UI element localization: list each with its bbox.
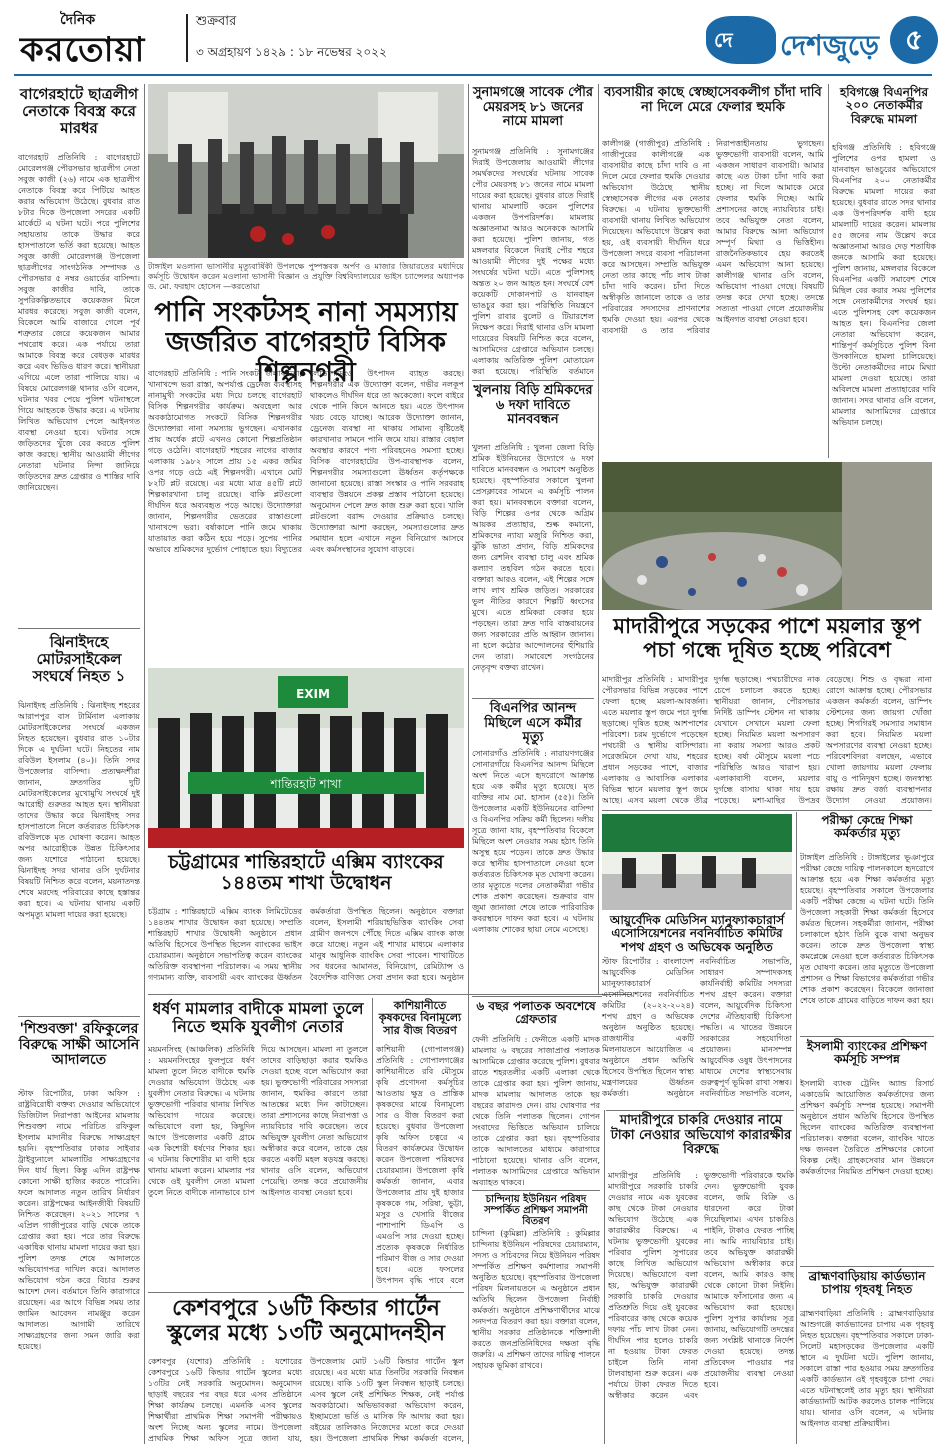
photo-placeholder — [148, 84, 464, 258]
column-rule — [828, 84, 829, 458]
photo-placeholder — [148, 668, 464, 848]
column-rule — [604, 1110, 605, 1444]
bangladesh-map-icon: দে — [706, 16, 776, 64]
tangail-event-photo — [148, 84, 464, 258]
column-rule — [796, 812, 797, 1444]
column-rule — [144, 84, 145, 1444]
exim-bank-photo — [148, 668, 464, 848]
divider — [602, 810, 932, 811]
divider — [472, 380, 594, 381]
article-body: মাদারীপুর প্রতিনিধি : মাদারীপুর পৌরসভার বিভিন্ন সড়কের পাশে ফেলা হচ্ছে ময়লা-আবর্জনা। এতে ময়লার স্তূপ জমে পচা দুর্গন্ধ ছড়াচ্ছে। দূষিত হচ্ছে আশপাশের পরিবেশ। চরম দুর্ভোগে পড়েছেন পথচারী ও স্থানীয় বাসিন্দারা। সরেজমিনে দেখা যায়, শহরের প্রধান সড়কের পাশে, বাজার এলাকায় ও আবাসিক এলাকার বিভিন্ন স্থানে ময়লার স্তূপ জমে আছে। এসব ময়লা থেকে তীব্র দুর্গন্ধ ছড়াচ্ছে। পথচারীদের নাক চেপে চলাচল করতে হচ্ছে। স্থানীয়রা জানান, পৌরসভার নির্দিষ্ট ডাম্পিং স্টেশন না থাকায় যেখানে সেখানে ময়লা ফেলা হচ্ছে। নিয়মিত ময়লা অপসারণ না করায় সমস্যা আরও প্রকট হচ্ছে। বর্ষা মৌসুমে ময়লা পচে পরিস্থিতি আরও খারাপ হয়। এলাকাবাসী বলেন, ময়লার দুর্গন্ধে বাসায় থাকা দায় হয়ে পড়েছে। মশা-মাছির উপদ্রব বেড়েছে। শিশু ও বৃদ্ধরা নানা রোগে আক্রান্ত হচ্ছে। পৌরসভার একজন কর্মকর্তা বলেন, ডাম্পিং স্টেশনের জন্য জায়গা খোঁজা হচ্ছে। শিগগিরই সমস্যার সমাধান করা হবে। নিয়মিত ময়লা অপসারণের ব্যবস্থা নেওয়া হচ্ছে। পরিবেশবিদরা বলছেন, এভাবে খোলা জায়গায় ময়লা ফেলায় বায়ু ও পানিদূষণ হচ্ছে। জনস্বাস্থ্য রক্ষায় দ্রুত বর্জ্য ব্যবস্থাপনার উদ্যোগ নেওয়া প্রয়োজন। — [602, 675, 932, 805]
article-body: ময়মনসিংহ (আঞ্চলিক) প্রতিনিধি : ময়মনসিংহের ফুলপুরে ধর্ষণ মামলা তুলে নিতে বাদীকে হুমকি দেওয়ার অভিযোগ উঠেছে এক যুবলীগ নেতার বিরুদ্ধে। এ ঘটনায় ভুক্তভোগী পরিবার থানায় লিখিত অভিযোগ দায়ের করেছে। অভিযোগে বলা হয়, কিছুদিন আগে উপজেলার একটি গ্রামে এক কিশোরী ধর্ষণের শিকার হয়। এ ঘটনায় কিশোরীর মা বাদী হয়ে থানায় মামলা করেন। মামলার পর থেকে ওই যুবলীগ নেতা মামলা তুলে নিতে বাদীকে নানাভাবে চাপ দিয়ে আসছেন। মামলা না তুললে তাদের বাড়িছাড়া করার হুমকিও দেওয়া হচ্ছে বলে অভিযোগ করা হয়। ভুক্তভোগী পরিবারের সদস্যরা জানান, হুমকির কারণে তারা আতঙ্কের মধ্যে দিন কাটাচ্ছেন। তারা প্রশাসনের কাছে নিরাপত্তা ও ন্যায়বিচার দাবি করেছেন। তবে অভিযুক্ত যুবলীগ নেতা অভিযোগ অস্বীকার করে বলেন, তাকে হেয় করতে একটি মহল ষড়যন্ত্র করছে। থানার ওসি বলেন, অভিযোগ পেয়েছি। তদন্ত করে প্রয়োজনীয় আইনগত ব্যবস্থা নেওয়া হবে। — [148, 1045, 368, 1197]
article-body: ব্রাহ্মণবাড়িয়া প্রতিনিধি : ব্রাহ্মণবাড়িয়ার আশুগঞ্জে কার্ডভ্যানের চাপায় এক গৃহবধূ নিহত হয়েছেন। বৃহস্পতিবার সকালে ঢাকা-সিলেট মহাসড়কের উপজেলার একটি স্থানে এ দুর্ঘটনা ঘটে। পুলিশ জানায়, সকালে রাস্তা পার হওয়ার সময় দ্রুতগতির একটি কার্ডভ্যান ওই গৃহবধূকে চাপা দেয়। এতে ঘটনাস্থলেই তার মৃত্যু হয়। স্থানীয়রা কার্ডভ্যানটি আটক করলেও চালক পালিয়ে যায়। থানার ওসি বলেন, এ ঘটনায় আইনগত ব্যবস্থা প্রক্রিয়াধীন। — [800, 1309, 934, 1428]
divider — [472, 1190, 600, 1191]
divider — [148, 1292, 464, 1293]
article-headline: ব্যবসায়ীর কাছে স্বেচ্ছাসেবকলীগ চাঁদা দাবি না দিলে মেরে ফেলার হুমকি — [604, 85, 822, 115]
masthead-rule — [14, 74, 932, 76]
article-body: হবিগঞ্জ প্রতিনিধি : হবিগঞ্জে পুলিশের ওপর হামলা ও যানবাহন ভাঙচুরের অভিযোগে বিএনপির ২০০ নেতাকর্মীর বিরুদ্ধে মামলা দায়ের করা হয়েছে। বুধবার রাতে সদর থানার এক উপপরিদর্শক বাদী হয়ে মামলাটি দায়ের করেন। মামলায় ৫৫ জনের নাম উল্লেখ করে অজ্ঞাতনামা আরও দেড় শতাধিক জনকে আসামি করা হয়েছে। পুলিশ জানায়, মঙ্গলবার বিকেলে বিএনপির একটি সমাবেশ শেষে মিছিল বের করার সময় পুলিশের সঙ্গে নেতাকর্মীদের সংঘর্ষ হয়। এতে পুলিশসহ বেশ কয়েকজন আহত হন। বিএনপির জেলা নেতারা অভিযোগ করেন, শান্তিপূর্ণ কর্মসূচিতে পুলিশ বিনা উসকানিতে হামলা চালিয়েছে। উল্টো নেতাকর্মীদের নামে মিথ্যা মামলা দেওয়া হয়েছে। তারা অবিলম্বে মামলা প্রত্যাহারের দাবি জানান। সদর থানার ওসি বলেন, মামলার আসামিদের গ্রেপ্তারে অভিযান চলছে। — [832, 143, 936, 427]
article-headline: বাগেরহাটে ছাত্রলীগ নেতাকে বিবস্ত্র করে মারধর — [19, 85, 139, 137]
column-rule — [372, 998, 373, 1288]
article-body: কাশিয়ানী (গোপালগঞ্জ) প্রতিনিধি : গোপালগঞ্জের কাশিয়ানীতে রবি মৌসুমে কৃষি প্রণোদনা কর্মসূচির আওতায় ক্ষুদ্র ও প্রান্তিক কৃষকদের মাঝে বিনামূল্যে সার ও বীজ বিতরণ করা হয়েছে। বুধবার উপজেলা কৃষি অফিস চত্বরে এ বিতরণ কার্যক্রমের উদ্বোধন করেন উপজেলা পরিষদের চেয়ারম্যান। উপজেলা কৃষি কর্মকর্তা জানান, এবার উপজেলার প্রায় দুই হাজার কৃষককে গম, সরিষা, ভুট্টা, মসুর ও খেসারি বীজের পাশাপাশি ডিএপি ও এমওপি সার দেওয়া হচ্ছে। প্রত্যেক কৃষককে নির্ধারিত পরিমাণ বীজ ও সার দেওয়া হবে। এতে ফসলের উৎপাদন বৃদ্ধি পাবে বলে — [376, 1045, 464, 1285]
page-number: ৫ — [890, 16, 938, 64]
article-body: ইসলামী ব্যাংক ট্রেনিং অ্যান্ড রিসার্চ একাডেমি আয়োজিত কর্মকর্তাদের জন্য প্রশিক্ষণ কর্মসূচি সম্পন্ন হয়েছে। সমাপনী অনুষ্ঠানে প্রধান অতিথি হিসেবে উপস্থিত ছিলেন ব্যাংকের অতিরিক্ত ব্যবস্থাপনা পরিচালক। বক্তারা বলেন, ব্যাংকিং খাতে দক্ষ জনবল তৈরিতে প্রশিক্ষণের কোনো বিকল্প নেই। গ্রাহকসেবার মান উন্নয়নে কর্মকর্তাদের নিয়মিত প্রশিক্ষণ দেওয়া হচ্ছে। — [800, 1079, 934, 1176]
article-body: বাগেরহাট প্রতিনিধি : বাগেরহাটে মোরেলগঞ্জ পৌরসভার ছাত্রলীগ নেতা সবুজ কাজী (২৬) নামে এক ছাত্রলীগ নেতাকে বিবস্ত্র করে পিটিয়ে আহত করার অভিযোগ উঠেছে। বুধবার রাত ৮টার দিকে উপজেলা সদরের একটি মার্কেটে এ ঘটনা ঘটে। পরে পুলিশের সহায়তায় তাকে উদ্ধার করে হাসপাতালে ভর্তি করা হয়েছে। আহত সবুজ কাজী মোরেলগঞ্জ উপজেলা ছাত্রলীগের সাংগঠনিক সম্পাদক ও পৌরসভার ৫ নম্বর ওয়ার্ডের বাসিন্দা। সবুজ কাজীর দাবি, তাকে সুপরিকল্পিতভাবে কয়েকজন মিলে মারধর করেছে। সবুজ কাজী বলেন, বিকেলে আমি বাজারে গেলে পূর্ব শত্রুতার জেরে কয়েকজন আমার পথরোধ করে। এক পর্যায়ে তারা আমাকে বিবস্ত্র করে বেধড়ক মারধর করে এবং ভিডিও ধারণ করে। স্থানীয়রা এগিয়ে এলে তারা পালিয়ে যায়। এ বিষয়ে মোরেলগঞ্জ থানার ওসি বলেন, ঘটনার খবর পেয়ে পুলিশ ঘটনাস্থলে গিয়ে আহতকে উদ্ধার করে। এ ঘটনায় লিখিত অভিযোগ পেলে আইনগত ব্যবস্থা নেওয়া হবে। ঘটনার সঙ্গে জড়িতদের খুঁজে বের করতে পুলিশ কাজ করছে। স্থানীয় আওয়ামী লীগের নেতারা ঘটনার নিন্দা জানিয়ে জড়িতদের দ্রুত গ্রেপ্তার ও শাস্তির দাবি জানিয়েছেন। — [18, 153, 140, 492]
photo-placeholder — [602, 462, 932, 610]
ayurvedic-photo — [602, 814, 792, 910]
column-rule — [468, 84, 469, 1444]
issue-date: ৩ অগ্রহায়ণ ১৪২৯ : ১৮ নভেম্বর ২০২২ — [196, 45, 387, 59]
article-body: চট্টগ্রাম : শান্তিরহাটে এক্সিম ব্যাংক লিমিটেডের ১৪৪তম শাখার উদ্বোধন করা হয়েছে। সম্প্রতি শান্তিরহাট শাখার উদ্বোধনী অনুষ্ঠানে প্রধান অতিথি হিসেবে উপস্থিত ছিলেন ব্যাংকের ভাইস চেয়ারম্যান। অনুষ্ঠানে সভাপতিত্ব করেন ব্যাংকের অতিরিক্ত ব্যবস্থাপনা পরিচালক। এ সময় স্থানীয় গণ্যমান্য ব্যক্তি, ব্যবসায়ী এবং ব্যাংকের ঊর্ধ্বতন কর্মকর্তারা উপস্থিত ছিলেন। অনুষ্ঠানে বক্তারা বলেন, ইসলামী শরিয়াহভিত্তিক ব্যাংকিং সেবা গ্রামীণ জনপদে পৌঁছে দিতে এক্সিম ব্যাংক কাজ করে যাচ্ছে। নতুন এই শাখার মাধ্যমে এলাকার মানুষ আধুনিক ব্যাংকিং সেবা পাবেন। শাখাটিতে সব ধরনের আমানত, বিনিয়োগ, রেমিট্যান্স ও বৈদেশিক বাণিজ্য সেবা প্রদান করা হবে। অনুষ্ঠান — [148, 907, 464, 982]
article-body: খুলনা প্রতিনিধি : খুলনা জেলা বিড়ি শ্রমিক ইউনিয়নের উদ্যোগে ৬ দফা দাবিতে মানববন্ধন ও সমাবেশ অনুষ্ঠিত হয়েছে। বৃহস্পতিবার সকালে খুলনা প্রেসক্লাবের সামনে এ কর্মসূচি পালন করা হয়। মানববন্ধনে বক্তারা বলেন, বিড়ি শিল্পের ওপর থেকে অগ্রিম আয়কর প্রত্যাহার, শুল্ক কমানো, শ্রমিকদের ন্যায্য মজুরি নিশ্চিত করা, ঝুঁকি ভাতা প্রদান, বিড়ি শ্রমিকদের জন্য রেশনিং ব্যবস্থা চালু এবং শ্রমিক কল্যাণ তহবিল গঠন করতে হবে। বক্তারা আরও বলেন, এই শিল্পের সঙ্গে লাখ লাখ শ্রমিক জড়িত। সরকারের ভুল নীতির কারণে শিল্পটি ধ্বংসের মুখে। এতে শ্রমিকরা বেকার হয়ে পড়ছেন। তারা দ্রুত দাবি বাস্তবায়নের জন্য সরকারের প্রতি আহ্বান জানান। না হলে কঠোর আন্দোলনের হুঁশিয়ারি দেন তারা। সমাবেশে সংগঠনের নেতৃবৃন্দ বক্তব্য রাখেন। — [472, 443, 594, 672]
article-headline: সুনামগঞ্জে সাবেক পৌর মেয়রসহ ৮১ জনের নামে মামলা — [472, 85, 594, 130]
article-headline: মাদারীপুরে চাকরি দেওয়ার নামে টাকা নেওয়ার অভিযোগ কারারক্ষীর বিরুদ্ধে — [610, 1113, 792, 1158]
divider — [606, 1110, 794, 1111]
article-body: টাঙ্গাইল প্রতিনিধি : টাঙ্গাইলের ভূঞাপুরে পরীক্ষা কেন্দ্রে দায়িত্ব পালনকালে হৃদরোগে আক্রান্ত হয়ে এক শিক্ষা কর্মকর্তার মৃত্যু হয়েছে। বৃহস্পতিবার সকালে উপজেলার একটি পরীক্ষা কেন্দ্রে এ ঘটনা ঘটে। তিনি উপজেলা সহকারী শিক্ষা কর্মকর্তা হিসেবে কর্মরত ছিলেন। সহকর্মীরা জানান, পরীক্ষা চলাকালে হঠাৎ তিনি বুকে ব্যথা অনুভব করেন। তাকে দ্রুত উপজেলা স্বাস্থ্য কমপ্লেক্সে নেওয়া হলে কর্তব্যরত চিকিৎসক মৃত ঘোষণা করেন। তার মৃত্যুতে উপজেলা প্রশাসন ও শিক্ষা বিভাগের কর্মকর্তারা গভীর শোক প্রকাশ করেছেন। বিকেলে জানাজা শেষে তাকে গ্রামের বাড়িতে দাফন করা হয়। — [800, 853, 934, 1005]
divider — [472, 996, 602, 997]
article-headline: খুলনায় বিড়ি শ্রমিকদের ৬ দফা দাবিতে মানববন্ধন — [473, 383, 593, 428]
article-headline: কেশবপুরে ১৬টি কিন্ডার গার্টেন স্কুলের মধ্যে ১৩টি অনুমোদনহীন — [166, 1295, 446, 1346]
article-body: সোনারগাঁও প্রতিনিধি : নারায়ণগঞ্জের সোনারগাঁয়ে বিএনপির আনন্দ মিছিলে অংশ নিতে এসে হৃদরোগে আক্রান্ত হয়ে এক কর্মীর মৃত্যু হয়েছে। মৃত ব্যক্তির নাম মো. হাসান (৫৫)। তিনি উপজেলার একটি ইউনিয়নের বাসিন্দা ও বিএনপির সক্রিয় কর্মী ছিলেন। দলীয় সূত্রে জানা যায়, বৃহস্পতিবার বিকেলে মিছিলে অংশ নেওয়ার সময় হঠাৎ তিনি অসুস্থ হয়ে পড়েন। তাকে দ্রুত উদ্ধার করে স্থানীয় হাসপাতালে নেওয়া হলে কর্তব্যরত চিকিৎসক মৃত ঘোষণা করেন। তার মৃত্যুতে দলের নেতাকর্মীরা গভীর শোক প্রকাশ করেছেন। শুক্রবার বাদ জুমা জানাজা শেষে তাকে পারিবারিক কবরস্থানে দাফন করা হবে। এ ঘটনায় এলাকায় শোকের ছায়া নেমে এসেছে। — [472, 749, 594, 934]
article-headline: বিএনপির আনন্দ মিছিলে এসে কর্মীর মৃত্যু — [484, 701, 582, 746]
article-body: কেশবপুর (যশোর) প্রতিনিধি : যশোরের কেশবপুরে ১৬টি কিন্ডার গার্টেন স্কুলের মধ্যে ১৩টির নেই সরকারি অনুমোদন। অনুমোদন ছাড়াই বছরের পর বছর ধরে এসব প্রতিষ্ঠানে শিক্ষা কার্যক্রম চলছে। এমনকি এসব স্কুলের শিক্ষার্থীরা প্রাথমিক শিক্ষা সমাপনী পরীক্ষায়ও অংশ নিচ্ছে অন্য স্কুলের নামে। উপজেলা প্রাথমিক শিক্ষা অফিস সূত্রে জানা যায়, উপজেলায় মোট ১৬টি কিন্ডার গার্টেন স্কুল রয়েছে। এর মধ্যে মাত্র তিনটির সরকারি নিবন্ধন রয়েছে। বাকি ১৩টি স্কুল নিবন্ধন ছাড়াই চলছে। এসব স্কুলে নেই প্রশিক্ষিত শিক্ষক, নেই পর্যাপ্ত অবকাঠামো। অভিভাবকরা অভিযোগ করেন, ইচ্ছামতো ভর্তি ও মাসিক ফি আদায় করা হয়। বইয়ের তালিকাও নিজেদের মতো করে দেওয়া হয়। উপজেলা প্রাথমিক শিক্ষা কর্মকর্তা বলেন, — [148, 1357, 464, 1443]
article-body: ঝিনাইদহ প্রতিনিধি : ঝিনাইদহ শহরের আরাপপুর বাস টার্মিনাল এলাকায় মোটরসাইকেলের সংঘর্ষে একজন নিহত হয়েছেন। বুধবার রাত ১০টার দিকে এ দুর্ঘটনা ঘটে। নিহতের নাম রবিউল ইসলাম (৪০)। তিনি সদর উপজেলার বাসিন্দা। প্রত্যক্ষদর্শীরা জানান, দ্রুতগতির দুটি মোটরসাইকেলের মুখোমুখি সংঘর্ষে দুই আরোহী গুরুতর আহত হন। স্থানীয়রা তাদের উদ্ধার করে ঝিনাইদহ সদর হাসপাতালে নিলে কর্তব্যরত চিকিৎসক রবিউলকে মৃত ঘোষণা করেন। আহত অপর আরোহীকে উন্নত চিকিৎসার জন্য যশোরে পাঠানো হয়েছে। ঝিনাইদহ সদর থানার ওসি দুর্ঘটনার বিষয়টি নিশ্চিত করে বলেন, ময়নাতদন্ত শেষে মরদেহ পরিবারের কাছে হস্তান্তর করা হবে। এ ঘটনায় থানায় একটি অপমৃত্যু মামলা দায়ের করা হয়েছে। — [18, 701, 140, 919]
article-body: স্টাফ রিপোর্টার, ঢাকা অফিস : রাষ্ট্রবিরোধী বক্তব্য দেওয়ার অভিযোগে ডিজিটাল নিরাপত্তা আইনের মামলায় শিশুবক্তা নামে পরিচিত রফিকুল ইসলাম মাদানীর বিরুদ্ধে সাক্ষ্যগ্রহণ হয়নি। বৃহস্পতিবার ঢাকার সাইবার ট্রাইব্যুনালে মামলাটির সাক্ষ্যগ্রহণের দিন ধার্য ছিল। কিন্তু এদিন রাষ্ট্রপক্ষ কোনো সাক্ষী হাজির করতে পারেনি। ফলে আদালত নতুন তারিখ নির্ধারণ করেন। রাষ্ট্রপক্ষের আইনজীবী বিষয়টি নিশ্চিত করেছেন। ২০২১ সালের ৭ এপ্রিল গাজীপুরের বাড়ি থেকে তাকে গ্রেপ্তার করা হয়। পরে তার বিরুদ্ধে একাধিক থানায় মামলা দায়ের করা হয়। পুলিশ তদন্ত শেষে আদালতে অভিযোগপত্র দাখিল করে। আদালত অভিযোগ গঠন করে বিচার শুরুর আদেশ দেন। বর্তমানে তিনি কারাগারে রয়েছেন। এর আগে বিভিন্ন সময় তার জামিন আবেদন নামঞ্জুর করেন আদালত। আগামী তারিখে সাক্ষ্যগ্রহণের জন্য সমন জারি করা হয়েছে। — [18, 1089, 140, 1351]
article-headline: চট্টগ্রামের শান্তিরহাটে এক্সিম ব্যাংকের ১৪৪তম শাখা উদ্বোধন — [168, 851, 444, 895]
newspaper-logo: করতোয়া — [20, 30, 146, 70]
article-headline: ইসলামী ব্যাংকের প্রশিক্ষণ কর্মসূচি সম্পন্ন — [806, 1039, 928, 1067]
svg-text:EXIM: EXIM — [296, 687, 330, 701]
article-headline: হবিগঞ্জে বিএনপির ২০০ নেতাকর্মীর বিরুদ্ধে মামলা — [839, 85, 929, 126]
article-headline: পরীক্ষা কেন্দ্রে শিক্ষা কর্মকর্তার মৃত্যু — [821, 813, 913, 841]
divider — [148, 994, 632, 995]
article-headline: ৬ বছর পলাতক অবশেষে গ্রেফতার — [476, 999, 596, 1027]
issue-day: শুক্রবার — [196, 14, 237, 29]
article-body: ফেনী প্রতিনিধি : ফেনীতে একটি মাদক মামলায় ৬ বছরের সাজাপ্রাপ্ত পলাতক আসামিকে গ্রেপ্তার করেছে পুলিশ। বুধবার রাতে শহরতলীর একটি এলাকা থেকে তাকে গ্রেপ্তার করা হয়। পুলিশ জানায়, মাদক মামলায় আদালত তাকে ছয় বছরের কারাদণ্ড দেন। রায় ঘোষণার পর থেকে তিনি পলাতক ছিলেন। গোপন সংবাদের ভিত্তিতে অভিযান চালিয়ে তাকে গ্রেপ্তার করা হয়। বৃহস্পতিবার তাকে আদালতের মাধ্যমে কারাগারে পাঠানো হয়েছে। থানার ওসি বলেন, পলাতক আসামিদের গ্রেপ্তারে অভিযান অব্যাহত থাকবে। — [472, 1035, 600, 1186]
divider — [800, 1266, 934, 1267]
article-headline: ব্রাহ্মণবাড়িয়ায় কার্ডভ্যান চাপায় গৃহবধূ নিহত — [808, 1269, 926, 1297]
column-rule — [598, 84, 599, 994]
section-title: দেশজুড়ে — [780, 29, 879, 62]
masthead-divider — [186, 14, 188, 62]
masthead — [0, 0, 945, 78]
article-body: চান্দিনা (কুমিল্লা) প্রতিনিধি : কুমিল্লার চান্দিনায় ইউনিয়ন পরিষদের চেয়ারম্যান, সদস্য ও সচিবদের নিয়ে ইউনিয়ন পরিষদ সম্পর্কিত প্রশিক্ষণ কর্মশালার সমাপনী অনুষ্ঠিত হয়েছে। বৃহস্পতিবার উপজেলা পরিষদ মিলনায়তনে এ অনুষ্ঠানে প্রধান অতিথি ছিলেন উপজেলা নির্বাহী কর্মকর্তা। অনুষ্ঠানে প্রশিক্ষণার্থীদের মাঝে সনদপত্র বিতরণ করা হয়। বক্তারা বলেন, স্থানীয় সরকার প্রতিষ্ঠানকে শক্তিশালী করতে জনপ্রতিনিধিদের দক্ষতা বৃদ্ধি জরুরি। এ প্রশিক্ষণ তাদের দায়িত্ব পালনে সহায়ক ভূমিকা রাখবে। — [472, 1229, 600, 1370]
article-headline: পানি সংকটসহ নানা সমস্যায় জর্জরিত বাগেরহাট বিসিক শিল্পনগরী — [154, 297, 458, 389]
photo-caption: টাঙ্গাইল মওলানা ভাসানীর মৃত্যুবার্ষিকী উপলক্ষে পুষ্পস্তবক অর্পণ ও মাজার জিয়ারতের মধ্যদিয়ে কর্মসূচি উদ্বোধন করেন মওলানা ভাসানী বিজ্ঞান ও প্রযুক্তি বিশ্ববিদ্যালয়ের ভাইস চ্যান্সেলর অধ্যাপক ড. মো. ফরহাদ হোসেন —করতোয়া — [148, 262, 464, 291]
article-body: সুনামগঞ্জ প্রতিনিধি : সুনামগঞ্জের দিরাই উপজেলায় আওয়ামী লীগের সমর্থকদের সংঘর্ষের ঘটনায় সাবেক পৌর মেয়রসহ ৮১ জনের নামে মামলা দায়ের করা হয়েছে। বুধবার রাতে দিরাই থানায় মামলাটি করেন পুলিশের একজন উপপরিদর্শক। মামলায় অজ্ঞাতনামা আরও অনেককে আসামি করা হয়েছে। পুলিশ জানায়, গত মঙ্গলবার বিকেলে দিরাই পৌর শহরে আওয়ামী লীগের দুই পক্ষের মধ্যে সংঘর্ষের ঘটনা ঘটে। এতে পুলিশসহ অন্তত ২০ জন আহত হন। সংঘর্ষে বেশ কয়েকটি দোকানপাট ও যানবাহন ভাঙচুর করা হয়। পরিস্থিতি নিয়ন্ত্রণে পুলিশ রাবার বুলেট ও টিয়ারশেল নিক্ষেপ করে। দিরাই থানার ওসি মামলা দায়েরের বিষয়টি নিশ্চিত করে বলেন, আসামিদের গ্রেপ্তারে অভিযান চলছে। এলাকায় অতিরিক্ত পুলিশ মোতায়েন করা হয়েছে। পরিস্থিতি বর্তমানে — [472, 147, 594, 376]
svg-text:শান্তিরহাট শাখা: শান্তিরহাট শাখা — [270, 777, 342, 791]
garbage-photo — [602, 462, 932, 610]
article-headline: ঝিনাইদহে মোটরসাইকেল সংঘর্ষে নিহত ১ — [32, 633, 126, 685]
divider — [18, 1016, 140, 1017]
article-body: বাগেরহাট প্রতিনিধি : পানি সংকট, জলাবদ্ধতা, খানাখন্দে ভরা রাস্তা, অপর্যাপ্ত ড্রেনেজ ব্যবস্থাসহ নানামুখী সংকটের মধ্য দিয়ে চলছে বাগেরহাট বিসিক শিল্পনগরীর কার্যক্রম। অবহেলা আর অবকাঠামোগত সংকটে বিসিক শিল্পনগরীর উদ্যোক্তারা নানা সমস্যায় ভুগছেন। এখানকার প্রায় অর্ধেক প্লটে এখনও কোনো শিল্পপ্রতিষ্ঠান গড়ে ওঠেনি। বাগেরহাট শহরের নাগের বাজার এলাকায় ১৯৮২ সালে প্রায় ১৫ একর জমির ওপর গড়ে ওঠে এই শিল্পনগরী। এখানে মোট ৮২টি প্লট রয়েছে। এর মধ্যে মাত্র ৪৫টি প্লটে শিল্পকারখানা চালু রয়েছে। বাকি প্লটগুলো দীর্ঘদিন ধরে অব্যবহৃত পড়ে আছে। উদ্যোক্তারা জানান, শিল্পনগরীর ভেতরের রাস্তাগুলো খানাখন্দে ভরা। বর্ষাকালে পানি জমে থাকায় যাতায়াত করা কঠিন হয়ে পড়ে। সুপেয় পানির অভাবে শ্রমিকদের দুর্ভোগ পোহাতে হয়। বিদ্যুতের লোডশেডিংও উৎপাদন ব্যাহত করছে। শিল্পনগরীর এক উদ্যোক্তা বলেন, গভীর নলকূপ থাকলেও দীর্ঘদিন ধরে তা অকেজো। ফলে বাইরে থেকে পানি কিনে আনতে হয়। এতে উৎপাদন খরচ বেড়ে যাচ্ছে। আরেক উদ্যোক্তা জানান, ড্রেনেজ ব্যবস্থা না থাকায় সামান্য বৃষ্টিতেই কারখানার সামনে পানি জমে যায়। রাস্তার বেহাল অবস্থার কারণে পণ্য পরিবহনেও সমস্যা হচ্ছে। বিসিক বাগেরহাটের উপ-ব্যবস্থাপক বলেন, শিল্পনগরীর সমস্যাগুলো ঊর্ধ্বতন কর্তৃপক্ষকে জানানো হয়েছে। রাস্তা সংস্কার ও পানি সরবরাহ ব্যবস্থার উন্নয়নে প্রকল্প প্রস্তাব পাঠানো হয়েছে। অনুমোদন পেলে দ্রুত কাজ শুরু করা হবে। খালি প্লটগুলো বরাদ্দ দেওয়ার প্রক্রিয়াও চলছে। উদ্যোক্তারা আশা করছেন, সমস্যাগুলোর দ্রুত সমাধান হলে এখানে নতুন বিনিয়োগ আসবে এবং কর্মসংস্থানের সুযোগ বাড়বে। — [148, 369, 464, 554]
article-body: মাদারীপুর প্রতিনিধি : মাদারীপুরে সরকারি চাকরি দেওয়ার নামে এক যুবকের কাছ থেকে টাকা নেওয়ার অভিযোগ উঠেছে এক কারারক্ষীর বিরুদ্ধে। এ ঘটনায় ভুক্তভোগী যুবকের পরিবার পুলিশ সুপারের কাছে লিখিত অভিযোগ দিয়েছে। অভিযোগে বলা হয়, অভিযুক্ত কারারক্ষী সরকারি চাকরি দেওয়ার প্রতিশ্রুতি দিয়ে ওই যুবকের পরিবারের কাছ থেকে কয়েক দফায় পাঁচ লাখ টাকা নেন। দীর্ঘদিন পার হলেও চাকরি না হওয়ায় টাকা ফেরত চাইলে তিনি নানা টালবাহানা শুরু করেন। এক পর্যায়ে টাকা ফেরত দিতে অস্বীকার করেন এবং ভুক্তভোগী পরিবারকে হুমকি দেন। ভুক্তভোগী যুবক বলেন, জমি বিক্রি ও ধারদেনা করে টাকা দিয়েছিলাম। এখন চাকরিও পাইনি, টাকাও ফেরত পাচ্ছি না। আমি ন্যায়বিচার চাই। তবে অভিযুক্ত কারারক্ষী অভিযোগ অস্বীকার করে বলেন, আমি কারও কাছ থেকে কোনো টাকা নিইনি। আমাকে ফাঁসানোর জন্য এ অভিযোগ করা হয়েছে। পুলিশ সুপার কার্যালয় সূত্র জানায়, অভিযোগটি তদন্তের জন্য সংশ্লিষ্ট থানাকে নির্দেশ দেওয়া হয়েছে। তদন্ত প্রতিবেদন পাওয়ার পর প্রয়োজনীয় ব্যবস্থা নেওয়া হবে। — [608, 1171, 794, 1400]
logo-small-text: দৈনিক — [60, 12, 96, 28]
divider — [472, 698, 594, 699]
divider — [18, 628, 140, 629]
divider — [800, 1036, 934, 1037]
photo-placeholder — [602, 814, 792, 910]
article-headline: আয়ুর্বেদিক মেডিসিন ম্যানুফ্যাকচারার্স এসোসিয়েশনের নবনির্বাচিত কমিটির শপথ গ্রহণ ও অভিষেক অনুষ্ঠিত — [609, 913, 785, 954]
article-headline: মাদারীপুরে সড়কের পাশে ময়লার স্তূপ পচা গন্ধে দূষিত হচ্ছে পরিবেশ — [613, 613, 921, 662]
article-headline: কাশিয়ানীতে কৃষকদের বিনামূল্যে সার বীজ বিতরণ — [378, 999, 462, 1037]
article-headline: ধর্ষণ মামলার বাদীকে মামলা তুলে নিতে হুমকি যুবলীগ নেতার — [152, 999, 364, 1036]
article-headline: 'শিশুবক্তা' রফিকুলের বিরুদ্ধে সাক্ষী আসেনি আদালতে — [18, 1021, 140, 1069]
article-headline: চান্দিনায় ইউনিয়ন পরিষদ সম্পর্কিত প্রশিক্ষণ সমাপনী বিতরণ — [484, 1194, 588, 1228]
section-brand — [706, 16, 938, 64]
article-body: কালীগঞ্জ (গাজীপুর) প্রতিনিধি : গাজীপুরের কালীগঞ্জে এক ব্যবসায়ীর কাছে চাঁদা দাবি ও না দিলে মেরে ফেলার হুমকি দেওয়ার অভিযোগ উঠেছে স্থানীয় স্বেচ্ছাসেবক লীগের এক নেতার বিরুদ্ধে। এ ঘটনায় ভুক্তভোগী ব্যবসায়ী থানায় লিখিত অভিযোগ দিয়েছেন। অভিযোগে উল্লেখ করা হয়, ওই ব্যবসায়ী দীর্ঘদিন ধরে উপজেলা সদরে ব্যবসা পরিচালনা করে আসছেন। সম্প্রতি অভিযুক্ত নেতা তার কাছে পাঁচ লাখ টাকা চাঁদা দাবি করেন। চাঁদা দিতে অস্বীকৃতি জানালে তাকে ও তার পরিবারের সদস্যদের প্রাণনাশের হুমকি দেওয়া হয়। এরপর থেকে ব্যবসায়ী ও তার পরিবার নিরাপত্তাহীনতায় ভুগছেন। ভুক্তভোগী ব্যবসায়ী বলেন, আমি একজন সাধারণ ব্যবসায়ী। আমার কাছে এত টাকা চাঁদা দাবি করা হচ্ছে। না দিলে আমাকে মেরে ফেলার হুমকি দিচ্ছে। আমি প্রশাসনের কাছে ন্যায়বিচার চাই। তবে অভিযুক্ত নেতা বলেন, আমার বিরুদ্ধে আনা অভিযোগ সম্পূর্ণ মিথ্যা ও ভিত্তিহীন। রাজনৈতিকভাবে হেয় করতেই এমন অভিযোগ আনা হয়েছে। কালীগঞ্জ থানার ওসি বলেন, অভিযোগ পাওয়া গেছে। বিষয়টি তদন্ত করে দেখা হচ্ছে। তদন্তে সত্যতা পাওয়া গেলে প্রয়োজনীয় আইনগত ব্যবস্থা নেওয়া হবে। — [602, 139, 824, 335]
article-body: স্টাফ রিপোর্টার : বাংলাদেশ আয়ুর্বেদিক মেডিসিন ম্যানুফ্যাকচারার্স এসোসিয়েশনের নবনির্বাচিত কমিটির (২০২২-২০২৪) শপথ গ্রহণ ও অভিষেক অনুষ্ঠান অনুষ্ঠিত হয়েছে। রাজধানীর একটি মিলনায়তনে আয়োজিত এ অনুষ্ঠানে প্রধান অতিথি হিসেবে উপস্থিত ছিলেন স্বাস্থ্য মন্ত্রণালয়ের ঊর্ধ্বতন কর্মকর্তা। অনুষ্ঠানে নবনির্বাচিত সভাপতি, সাধারণ সম্পাদকসহ কার্যনির্বাহী কমিটির সদস্যরা শপথ গ্রহণ করেন। বক্তারা বলেন, আয়ুর্বেদিক চিকিৎসা দেশের ঐতিহ্যবাহী চিকিৎসা পদ্ধতি। এ খাতের উন্নয়নে সরকারের সহযোগিতা প্রয়োজন। মানসম্পন্ন আয়ুর্বেদিক ওষুধ উৎপাদনের মাধ্যমে দেশের স্বাস্থ্যসেবায় গুরুত্বপূর্ণ ভূমিকা রাখা সম্ভব। নবনির্বাচিত সভাপতি বলেন, — [602, 957, 792, 1098]
